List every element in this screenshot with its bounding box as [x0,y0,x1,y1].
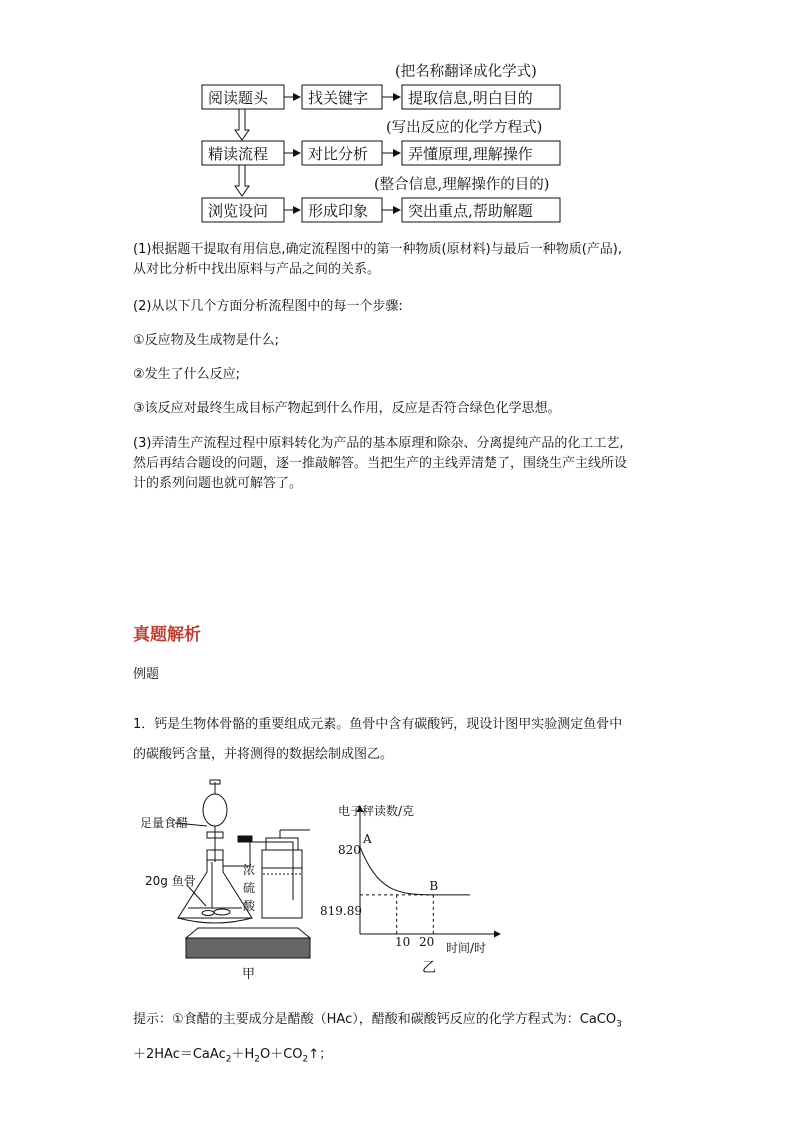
flow-note-1: (把名称翻译成化学式) [395,64,537,80]
section-title: 真题解析 [133,625,201,645]
flow-box-text: 弄懂原理,理解操作 [408,145,533,163]
y-tick-820: 820 [338,843,361,857]
x-axis-label: 时间/时 [446,941,487,955]
question-line: 1．钙是生物体骨骼的重要组成元素。鱼骨中含有碳酸钙，现设计图甲实验测定鱼骨中 [133,717,623,732]
label-fish-bone: 20g 鱼骨 [145,874,196,888]
label-acid-2: 硫 [243,881,256,895]
flow-diagram [190,58,610,228]
caption-jia: 甲 [242,967,256,982]
step-2: ②发生了什么反应; [133,367,241,382]
point-label-b: B [429,878,439,893]
x-tick-20: 20 [419,935,435,949]
hint-sub: 2 [254,1054,260,1065]
flow-box-text: 精读流程 [208,145,269,163]
hint-text: 提示：①食醋的主要成分是醋酸（HAc），醋酸和碳酸钙反应的化学方程式为：CaCO [133,1012,617,1027]
flow-box-text: 突出重点,帮助解题 [408,202,533,220]
paragraph-line: (3)弄清生产流程过程中原料转化为产品的基本原理和除杂、分离提纯产品的化工工艺, [133,436,624,451]
hint-sub: 2 [302,1054,309,1065]
label-acid-1: 浓 [243,863,256,877]
hint-sub: 3 [616,1019,622,1030]
flow-box-text: 对比分析 [308,145,369,163]
experiment-figure [0,770,794,982]
flow-note-3: (整合信息,理解操作的目的) [374,177,550,193]
hint-text: ＋2HAc＝CaAc [133,1046,226,1062]
paragraph-line: 然后再结合题设的问题，逐一推敲解答。当把生产的主线弄清楚了，围绕生产主线所设 [133,456,628,471]
hint-text: O＋CO [259,1046,303,1062]
x-tick-10: 10 [395,935,411,949]
flow-box-text: 提取信息,明白目的 [408,89,533,107]
question-line: 的碳酸钙含量，并将测得的数据绘制成图乙。 [133,747,394,762]
hint-sub: 2 [225,1054,232,1065]
hint-text: ＋H [231,1046,255,1062]
flow-box-text: 形成印象 [308,202,369,220]
chart [320,803,500,976]
step-3: ③该反应对最终生成目标产物起到什么作用，反应是否符合绿色化学思想。 [133,401,561,416]
point-label-a: A [363,831,372,846]
flow-note-2: (写出反应的化学方程式) [386,120,543,136]
flow-box-text: 找关键字 [308,89,369,107]
hint-line-1 [133,1005,693,1040]
label-acid-3: 酸 [243,899,256,913]
y-tick-819-89: 819.89 [320,904,362,918]
hint [133,1005,693,1074]
flow-box-text: 浏览设问 [208,202,269,220]
step-1: ①反应物及生成物是什么; [133,333,280,348]
paragraph-line: (1)根据题干提取有用信息,确定流程图中的第一种物质(原材料)与最后一种物质(产品), [133,242,622,257]
y-axis-label: 电子秤读数/克 [338,804,415,818]
paragraph-1 [133,240,673,280]
example-label: 例题 [133,667,160,682]
series-line [360,847,433,895]
paragraph-2: (2)从以下几个方面分析流程图中的每一个步骤: [133,299,403,314]
paragraph-3 [133,434,673,494]
question [133,710,673,770]
hint-text: ↑； [308,1046,333,1062]
caption-yi: 乙 [422,960,436,976]
hint-line-2 [133,1040,693,1075]
paragraph-line: 从对比分析中找出原料与产品之间的关系。 [133,262,381,277]
label-vinegar: 足量食醋 [140,816,189,830]
paragraph-line: 计的系列问题也就可解答了。 [133,476,303,491]
flow-box-text: 阅读题头 [208,89,269,107]
